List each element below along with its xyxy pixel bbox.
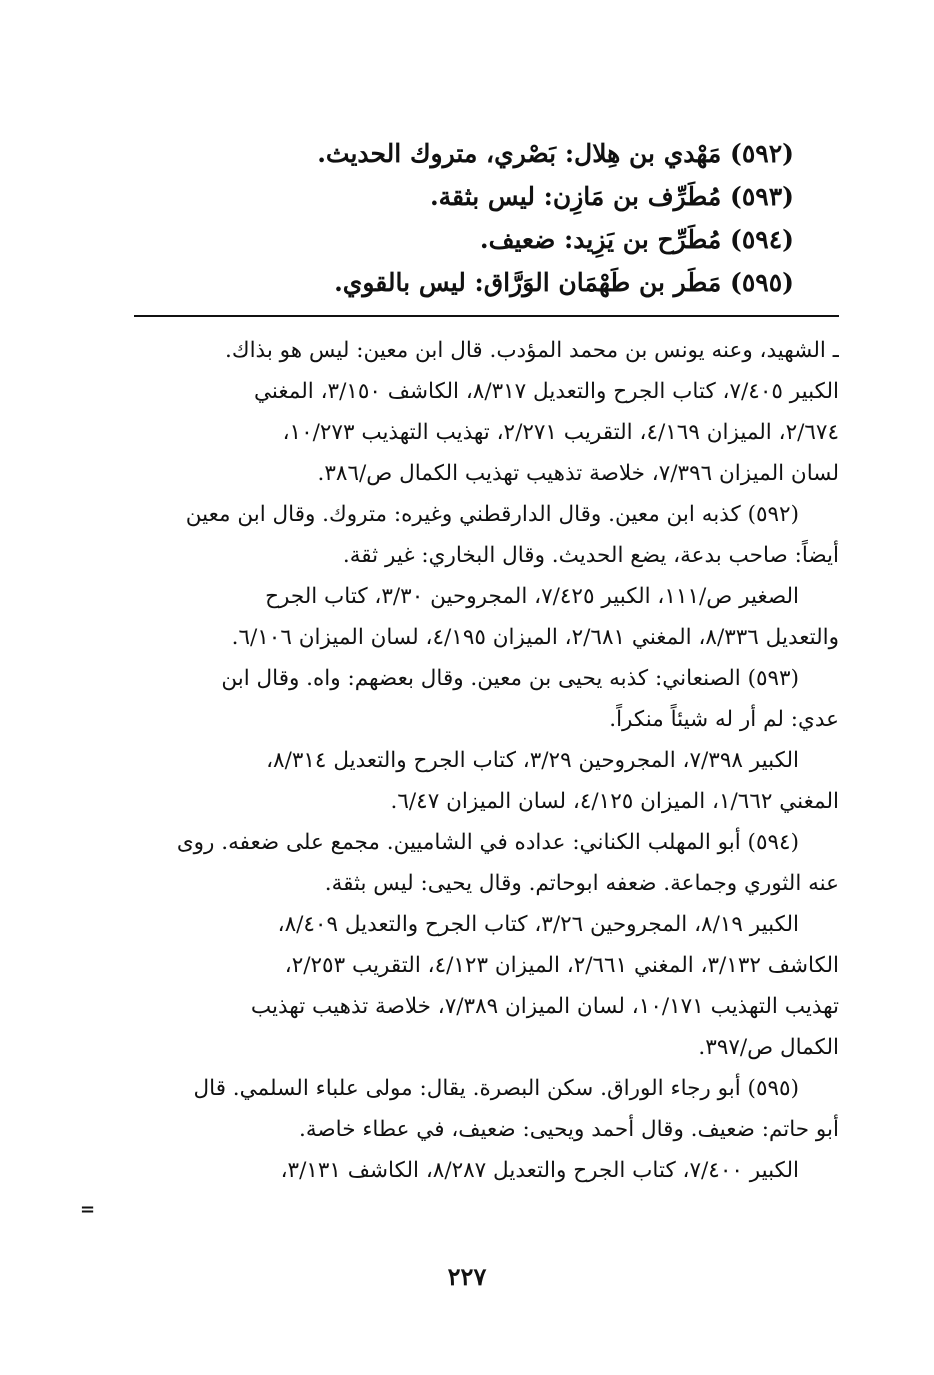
main-entries (274, 132, 794, 304)
main-entry-592: (٥٩٢) مَهْدي بن هِلال: بَصْري، متروك الحديث. (317, 139, 794, 168)
footnote-line: أبو حاتم: ضعيف. وقال أحمد ويحيى: ضعيف، في عطاء خاصة. (299, 1117, 839, 1142)
footnote-line: والتعديل ٨/٣٣٦، المغني ٢/٦٨١، الميزان ٤/١٩٥، لسان الميزان ٦/١٠٦. (231, 625, 839, 650)
footnote-line: (٥٩٥) أبو رجاء الوراق. سكن البصرة. يقال: مولى علباء السلمي. قال (193, 1076, 799, 1101)
footnote-line: الكاشف ٣/١٣٢، المغني ٢/٦٦١، الميزان ٤/١٢٣، التقريب ٢/٢٥٣، (284, 953, 839, 978)
footnote-line: (٥٩٢) كذبه ابن معين. وقال الدارقطني وغيره: متروك. وقال ابن معين (185, 502, 799, 527)
footnote-line: الكبير ٧/٤٠٥، كتاب الجرح والتعديل ٨/٣١٧، الكاشف ٣/١٥٠، المغني (254, 379, 839, 404)
footnote-line: عدي: لم أر له شيئاً منكراً. (609, 707, 839, 732)
footnote-line: الكبير ٨/١٩، المجروحين ٣/٢٦، كتاب الجرح والتعديل ٨/٤٠٩، (277, 912, 799, 937)
footnote-line: (٥٩٣) الصنعاني: كذبه يحيى بن معين. وقال بعضهم: واه. وقال ابن (221, 666, 799, 691)
footnote-divider (134, 315, 839, 317)
main-entry-594: (٥٩٤) مُطَرِّح بن يَزِيد: ضعيف. (479, 225, 794, 254)
footnote-line: ٢/٦٧٤، الميزان ٤/١٦٩، التقريب ٢/٢٧١، تهذيب التهذيب ١٠/٢٧٣، (282, 420, 839, 445)
footnote-line: الكبير ٧/٣٩٨، المجروحين ٣/٢٩، كتاب الجرح والتعديل ٨/٣١٤، (266, 748, 799, 773)
page-number: ٢٢٧ (447, 1262, 487, 1291)
footnote-line: الكمال ص/٣٩٧. (698, 1035, 839, 1060)
footnote-line: أيضاً: صاحب بدعة، يضع الحديث. وقال البخاري: غير ثقة. (342, 543, 839, 568)
continuation-mark: = (80, 1199, 96, 1220)
footnote-line: المغني ١/٦٦٢، الميزان ٤/١٢٥، لسان الميزان ٦/٤٧. (390, 789, 839, 814)
footnote-line: تهذيب التهذيب ١٠/١٧١، لسان الميزان ٧/٣٨٩، خلاصة تذهيب تهذيب (250, 994, 839, 1019)
footnote-line: عنه الثوري وجماعة. ضعفه ابوحاتم. وقال يحيى: ليس بثقة. (324, 871, 839, 896)
footnote-line: الصغير ص/١١١، الكبير ٧/٤٢٥، المجروحين ٣/٣٠، كتاب الجرح (265, 584, 799, 609)
footnotes (139, 330, 839, 1191)
footnote-line: ـ الشهيد، وعنه يونس بن محمد المؤدب. قال ابن معين: ليس هو بذاك. (225, 338, 839, 363)
footnote-line: الكبير ٧/٤٠٠، كتاب الجرح والتعديل ٨/٢٨٧، الكاشف ٣/١٣١، (280, 1158, 799, 1183)
main-entry-595: (٥٩٥) مَطَر بن طَهْمَان الوَرَّاق: ليس بالقوي. (334, 268, 794, 297)
footnote-line: (٥٩٤) أبو المهلب الكناني: عداده في الشاميين. مجمع على ضعفه. روى (176, 830, 799, 855)
footnote-line: لسان الميزان ٧/٣٩٦، خلاصة تذهيب تهذيب الكمال ص/٣٨٦. (317, 461, 839, 486)
main-entry-593: (٥٩٣) مُطَرِّف بن مَازِن: ليس بثقة. (429, 182, 794, 211)
